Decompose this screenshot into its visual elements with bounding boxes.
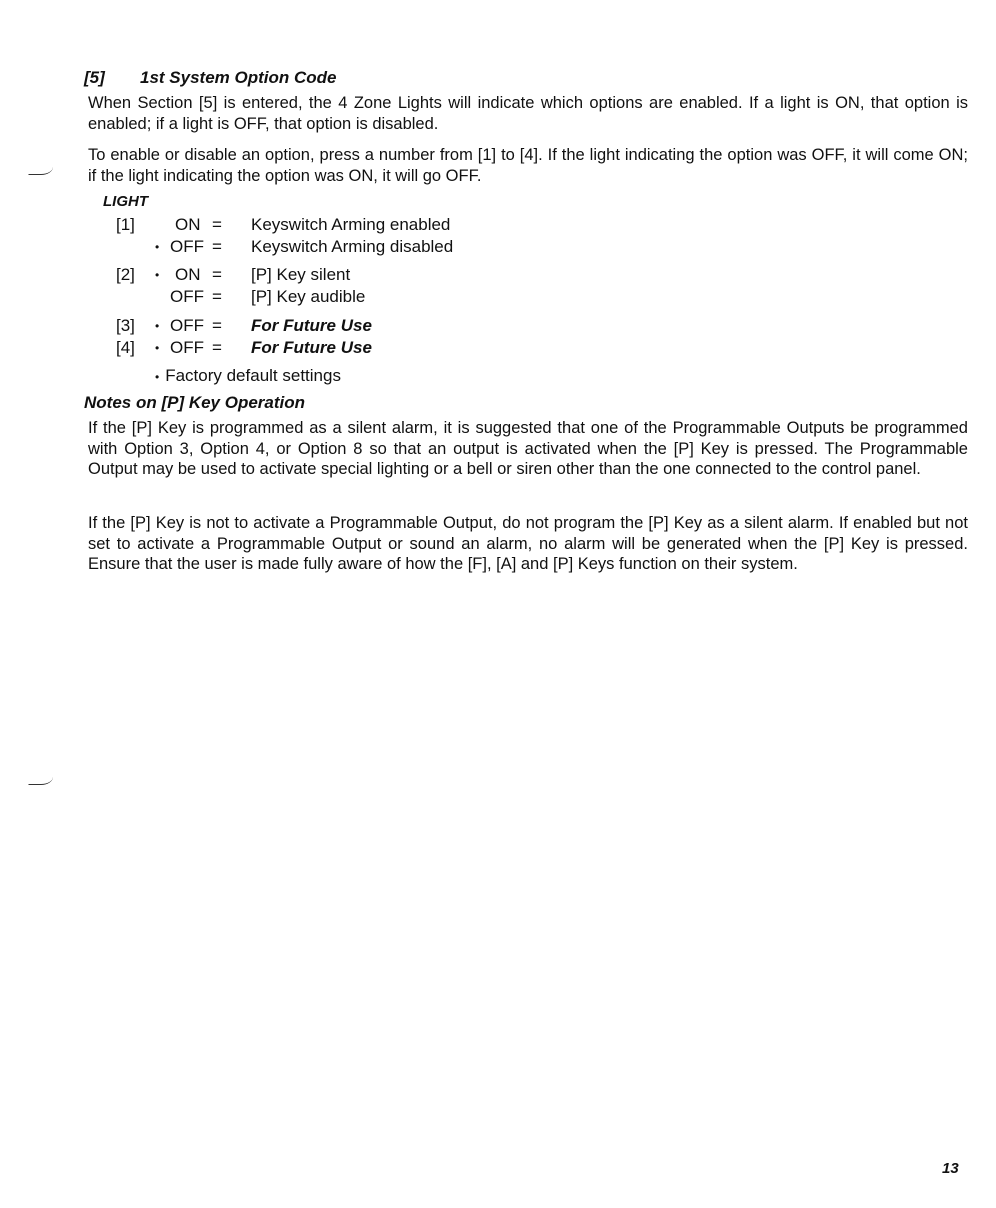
option-state: OFF [170,237,204,256]
option-equals: = [212,215,222,234]
option-key: [2] [116,265,135,284]
margin-binding-mark [28,776,53,785]
option-equals: = [212,287,222,306]
light-column-label: LIGHT [103,193,148,210]
default-bullet: • [155,240,160,254]
option-state: OFF [170,316,204,335]
option-equals: = [212,237,222,256]
option-equals: = [212,338,222,357]
notes-heading: Notes on [P] Key Operation [84,393,306,412]
option-key: [3] [116,316,135,335]
option-state: OFF [170,338,204,357]
option-description: [P] Key audible [251,287,366,306]
option-state: ON [175,265,201,284]
option-description: [P] Key silent [251,265,351,284]
notes-paragraph-2: If the [P] Key is not to activate a Programmable Output, do not program the [P] Key as a silent alarm. If enabled but not set to activate a Programmable Output or sound an alarm, no alarm will be generated when the [P] Key is pressed. Ensure that the user is made fully aware of how the [F], [A] and [P] Keys function on their system. [88,514,968,573]
section-number: [5] [84,68,105,87]
option-description: Keyswitch Arming enabled [251,215,451,234]
page-number: 13 [942,1160,959,1177]
option-state: ON [175,215,201,234]
margin-binding-mark [28,166,53,175]
default-bullet: • [155,341,160,355]
option-description: For Future Use [251,338,372,357]
default-bullet: • [155,268,160,282]
option-equals: = [212,316,222,335]
intro-paragraph-2: To enable or disable an option, press a number from [1] to [4]. If the light indicating the option was OFF, it will come ON; if the light indicating the option was ON, it will go OFF. [88,146,968,185]
option-state: OFF [170,287,204,306]
option-key: [4] [116,338,135,357]
option-description: Keyswitch Arming disabled [251,237,454,256]
factory-default-text: Factory default settings [165,366,341,385]
default-bullet: • [155,319,160,333]
section-heading [84,68,336,88]
factory-default-note [155,366,341,386]
option-equals: = [212,265,222,284]
default-bullet: • [155,370,160,384]
option-key: [1] [116,215,135,234]
intro-paragraph-1: When Section [5] is entered, the 4 Zone Lights will indicate which options are enabled. If a light is ON, that option is enabled; if a light is OFF, that option is disabled. [88,94,968,133]
section-title: 1st System Option Code [140,68,337,87]
notes-paragraph-1: If the [P] Key is programmed as a silent alarm, it is suggested that one of the Programmable Outputs be programmed with Option 3, Option 4, or Option 8 so that an output is activated when the [P] Key is pressed. The Programmable Output may be used to activate special lighting or a bell or siren other than the one connected to the control panel. [88,419,968,478]
option-description: For Future Use [251,316,372,335]
